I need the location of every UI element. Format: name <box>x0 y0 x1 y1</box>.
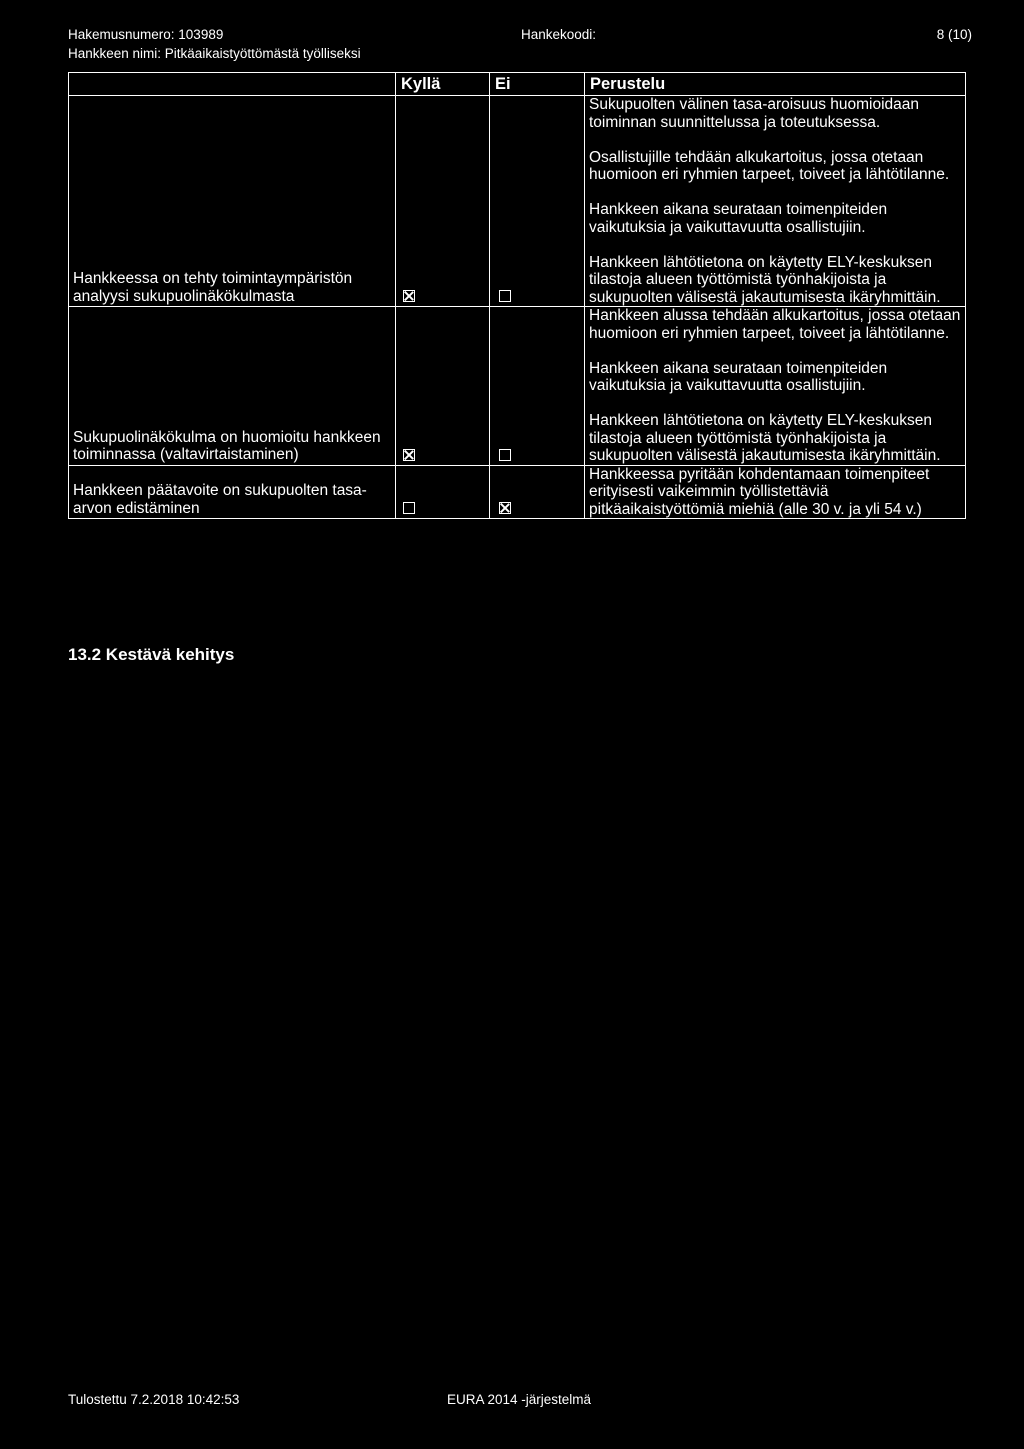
kylla-checkbox-checked[interactable] <box>403 449 415 461</box>
question-cell: Hankkeessa on tehty toimintaympäristön analyysi sukupuolinäkökulmasta <box>69 96 396 307</box>
kylla-cell <box>396 307 490 466</box>
equality-assessment-table <box>68 72 966 519</box>
table-row <box>69 465 966 519</box>
reason-paragraph: Sukupuolten välinen tasa-aroisuus huomioidaan toiminnan suunnittelussa ja toteutuksessa. <box>589 96 920 131</box>
reason-cell <box>585 96 966 307</box>
ei-checkbox[interactable] <box>499 449 511 461</box>
table-row <box>69 307 966 466</box>
question-cell: Sukupuolinäkökulma on huomioitu hankkeen toiminnassa (valtavirtaistaminen) <box>69 307 396 466</box>
ei-cell <box>490 96 585 307</box>
reason-paragraph: Hankkeen aikana seurataan toimenpiteiden vaikutuksia ja vaikuttavuutta osallistujiin. <box>589 359 888 394</box>
footer-system: EURA 2014 -järjestelmä <box>447 1392 592 1407</box>
reason-paragraph: Hankkeen alussa tehdään alkukartoitus, jossa otetaan huomioon eri ryhmien tarpeet, toiveet ja lähtötilanne. <box>589 307 961 342</box>
kylla-checkbox-checked[interactable] <box>403 290 415 302</box>
kylla-cell <box>396 96 490 307</box>
reason-cell <box>585 307 966 466</box>
ei-cell <box>490 465 585 519</box>
reason-cell <box>585 465 966 519</box>
column-header-kylla: Kyllä <box>396 73 490 96</box>
application-number: Hakemusnumero: 103989 <box>68 27 224 42</box>
table-header-row <box>69 73 966 96</box>
column-header-perustelu: Perustelu <box>585 73 966 96</box>
reason-paragraph: Hankkeen aikana seurataan toimenpiteiden vaikutuksia ja vaikuttavuutta osallistujiin. <box>589 201 888 236</box>
footer-printed: Tulostettu 7.2.2018 10:42:53 <box>68 1392 240 1407</box>
column-header-ei: Ei <box>490 73 585 96</box>
section-heading: 13.2 Kestävä kehitys <box>68 645 235 664</box>
page-number: 8 (10) <box>936 27 972 42</box>
ei-checkbox-checked[interactable] <box>499 502 511 514</box>
column-header-question <box>69 73 396 96</box>
table-row <box>69 96 966 307</box>
ei-checkbox[interactable] <box>499 290 511 302</box>
kylla-cell <box>396 465 490 519</box>
ei-cell <box>490 307 585 466</box>
project-code: Hankekoodi: <box>521 27 597 42</box>
project-name: Hankkeen nimi: Pitkäaikaistyöttömästä työlliseksi <box>68 46 361 61</box>
reason-paragraph: Hankkeen lähtötietona on käytetty ELY-keskuksen tilastoja alueen työttömistä työnhakijoista ja sukupuolten välisestä jakautumisesta ikäryhmittäin. <box>589 412 941 464</box>
question-cell: Hankkeen päätavoite on sukupuolten tasa-arvon edistäminen <box>69 465 396 519</box>
reason-paragraph: Osallistujille tehdään alkukartoitus, jossa otetaan huomioon eri ryhmien tarpeet, toiveet ja lähtötilanne. <box>589 148 950 183</box>
kylla-checkbox[interactable] <box>403 502 415 514</box>
reason-paragraph: Hankkeessa pyritään kohdentamaan toimenpiteet erityisesti vaikeimmin työllistettäviä pitkäaikaistyöttömiä miehiä (alle 30 v. ja yli 54 v.) <box>589 465 930 518</box>
reason-paragraph: Hankkeen lähtötietona on käytetty ELY-keskuksen tilastoja alueen työttömistä työnhakijoista ja sukupuolten välisestä jakautumisesta ikäryhmittäin. <box>589 253 941 306</box>
